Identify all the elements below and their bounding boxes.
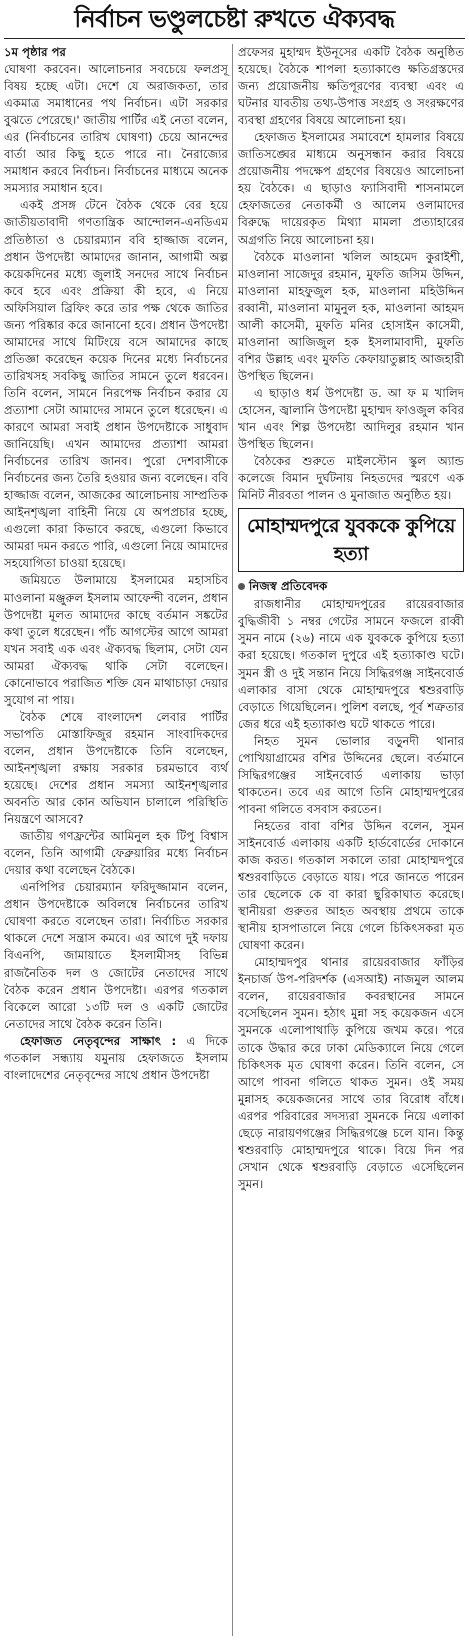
main-headline: নির্বাচন ভণ্ডুলচেষ্টা রুখতে ঐক্যবদ্ধ: [74, 5, 395, 33]
paragraph: এনপিপির চেয়ারম্যান ফরিদুজ্জামান বলেন, প্রধান উপদেষ্টাকে অবিলম্বে নির্বাচনের তারিখ ঘোষণা করতে বলেছেন তারা। নির্বাচিত সরকার থাকলে দেশে সন্ত্রাস কমবে। এর আগে দুই দফায় বিএনপি, জামায়াতে ইসলামীসহ বিভিন্ন রাজনৈতিক দল ও জোটের নেতাদের সাথে বৈঠক করেন প্রধান উপদেষ্টা। এরপর গতকাল বিকেলে আরো ১৩টি দল ও একটি জোটের নেতাদের সাথে বৈঠক করেন তিনি।: [4, 880, 228, 1031]
left-column: [4, 44, 228, 1084]
paragraph: বৈঠকে মাওলানা খলিল আহমেদ কুরাইশী, মাওলানা সাজেদুর রহমান, মুফতি জসিম উদ্দিন, মাওলানা মাহফুজুল হক, মাওলানা মহিউদ্দিন রব্বানী, মাওলানা মামুনুল হক, মাওলানা আহমদ আলী কাসেমী, মুফতি মনির হোসাইন কাসেমী, মাওলানা আজিজুল হক ইসলামাবাদী, মুফতি বশির উল্লাহ এবং মুফতি কেফায়াতুল্লাহ আজহারী উপস্থিত ছিলেন।: [238, 249, 464, 383]
paragraph: এ ছাড়াও ধর্ম উপদেষ্টা ড. আ ফ ম খালিদ হোসেন, জ্বালানি উপদেষ্টা মুহাম্মদ ফাওজুল কবির খান এবং শিল্প উপদেষ্টা আদিলুর রহমান খান উপস্থিত ছিলেন।: [238, 385, 464, 452]
subheading: হেফাজত নেতৃবৃন্দের সাক্ষাৎ :: [20, 1033, 177, 1048]
paragraph: বৈঠক শেষে বাংলাদেশ লেবার পার্টির সভাপতি মোস্তাফিজুর রহমান সাংবাদিকদের বলেন, প্রধান উপদেষ্টাকে তিনি বলেছেন, আইনশৃঙ্খলা রক্ষায় সরকার চরমভাবে ব্যর্থ হয়েছে। দেশের প্রধান সমস্যা আইনশৃঙ্খলার অবনতি আর কোন অভিযান চালালে পরিস্থিতি নিয়ন্ত্রণে আসবে?: [4, 709, 228, 827]
byline-text: নিজস্ব প্রতিবেদক: [249, 579, 328, 594]
column-divider: [232, 44, 233, 1636]
paragraph: জমিয়তে উলামায়ে ইসলামের মহাসচিব মাওলানা মঞ্জুরুল ইসলাম আফেন্দী বলেন, প্রধান উপদেষ্টা মূলত আমাদের কাছে বর্তমান সঙ্কটের কথা তুলে ধরেছেন। পাঁচ আগস্টের আগে আমরা যখন সবাই এক এবং ঐক্যবদ্ধ ছিলাম, সেটা যেন আমরা ঐক্যবদ্ধ থাকি সেটা বলেছেন। কোনোভাবে পরাজিত শক্তি যেন মাথাচাড়া দেয়ার সুযোগ না পায়।: [4, 573, 228, 707]
paragraph: মোহাম্মদপুর থানার রায়েরবাজার ফাঁড়ির ইনচার্জ উপ-পরিদর্শক (এসআই) নাজমুল আলম বলেন, রায়েরবাজার কবরস্থানের সামনে বসেছিলেন সুমন। হঠাৎ মুন্না সহ কয়েকজন এসে সুমনকে এলোপাথাড়ি কুপিয়ে জখম করে। পরে তাকে উদ্ধার করে ঢাকা মেডিক্যালে নিয়ে গেলে চিকিৎসক মৃত ঘোষণা করেন। তিনি বলেন, সে আগে পাবনা গলিতে থাকত সুমন। ওই সময় মুন্নাসহ কয়েকজনের সাথে তার বিরোধ বাঁধে। এরপর পরিবারের সদস্যরা সুমনকে নিয়ে এলাকা ছেড়ে নারায়ণগঞ্জের সিদ্ধিরগঞ্জে চলে যান। কিন্তু শ্বশুরবাড়ি মোহাম্মদপুরে থাকে। বিয়ে দিন পর সেখান থেকে শ্বশুরবাড়ি বেড়াতে এসেছিলেন সুমন।: [238, 955, 464, 1191]
right-column: [238, 44, 464, 1193]
paragraph: [4, 1033, 228, 1084]
paragraph: একই প্রসঙ্গ টেনে বৈঠক থেকে বের হয়ে জাতীয়তাবাদী গণতান্ত্রিক আন্দোলন-এনডিএম প্রতিষ্ঠাতা ও চেয়ারম্যান ববি হাজ্জাজ বলেন, প্রধান উপদেষ্টা আমাদের জানান, আগামী অল্প কয়েকদিনের মধ্যে জুলাই সনদের সাথে নির্বাচন কবে হবে এবং প্রক্রিয়া কী হবে, এ নিয়ে অফিসিয়াল ব্রিফিং করে তার পক্ষ থেকে জাতির জন্য পরিষ্কার করে জানানো হবে। প্রধান উপদেষ্টা আমাদের সাথে মিটিংয়ে বসে আমাদের কাছে প্রতিজ্ঞা করেছেন কয়েক দিনের মধ্যে নির্বাচনের তারিখসহ সবকিছু জাতির সামনে তুলে ধরবেন। তিনি বলেন, সামনে নিরপেক্ষ নির্বাচন করার যে প্রত্যাশা সেটা আমাদের সামনে তুলে ধরেছেন। এ কারণে আমরা সবাই প্রধান উপদেষ্টাকে সাধুবাদ জানিয়েছি। এখন আমাদের প্রত্যাশা আমরা নির্বাচনের তারিখ জানব। পুরো দেশবাসীকে নির্বাচনের জন্য তৈরি হওয়ার জন্য বলেছেন। ববি হাজ্জাজ বলেন, আজকের আলোচনায় সাম্প্রতিক আইনশৃঙ্খলা বাহিনী নিয়ে যে অপপ্রচার হচ্ছে, এগুলো কারা কিভাবে করছে, এগুলো কিভাবে আমরা দমন করতে পারি, এগুলো নিয়ে আমাদের সহযোগিতা চাওয়া হয়েছে।: [4, 198, 228, 571]
paragraph: প্রফেসর মুহাম্মদ ইউনূসের একটি বৈঠক অনুষ্ঠিত হয়েছে। বৈঠকে শাপলা হত্যাকাণ্ডে ক্ষতিগ্রস্তদের জন্য প্রয়োজনীয় ক্ষতিপূরণের ব্যবস্থা এবং এ ঘটনার যাবতীয় তথ্য-উপাত্ত সংগ্রহ ও সংরক্ষণের ব্যবস্থা গ্রহণের বিষয়ে আলোচনা হয়।: [238, 45, 464, 128]
paragraph: ঘোষণা করবেন। আলোচনার সবচেয়ে ফলপ্রসূ বিষয় হচ্ছে এটা। দেশে যে অরাজকতা, তার একমাত্র সমাধানের পথ নির্বাচন। এটা সরকার বুঝতে পেরেছে।' জাতীয় পার্টির এই নেতা বলেন, এর (নির্বাচনের তারিখ ঘোষণা) চেয়ে আনন্দের বার্তা আর কিছু হতে পারে না। নৈরাজ্যের সমাধান করবে নির্বাচন। নির্বাচনের মাধ্যমে অনেক সমস্যার সমাধান হবে।: [4, 62, 228, 196]
paragraph: রাজধানীর মোহাম্মদপুরের রায়েরবাজার বুদ্ধিজীবী ১ নম্বর গেটের সামনে ফজলে রাব্বী সুমন নামে (২৬) নামে এক যুবককে কুপিয়ে হত্যা করা হয়েছে। গতকাল দুপুরে এই হত্যাকাণ্ড ঘটে। সুমন স্ত্রী ও দুই সন্তান নিয়ে সিদ্ধিরগঞ্জ সাইনবোর্ড এলাকার বাসা থেকে মোহাম্মদপুরে শ্বশুরবাড়ি বেড়াতে গিয়েছিলেন। পুলিশ বলছে, পূর্ব শত্রুতার জের ধরে এই হত্যাকাণ্ড ঘটে থাকতে পারে।: [238, 597, 464, 731]
paragraph: বৈঠকের শুরুতে মাইলস্টোন স্কুল অ্যান্ড কলেজে বিমান দুর্ঘটনায় নিহতদের স্মরণে এক মিনিট নীরবতা পালন ও মুনাজাত অনুষ্ঠিত হয়।: [238, 454, 464, 503]
paragraph-text: এ দিকে গতকাল সন্ধ্যায় যমুনায় হেফাজতে ইসলাম বাংলাদেশের নেতৃবৃন্দের সাথে প্রধান উপদেষ্টা: [4, 1033, 228, 1082]
paragraph: হেফাজত ইসলামের সমাবেশে হামলার বিষয়ে জাতিসঙ্ঘের মাধ্যমে অনুসন্ধান করার বিষয়ে প্রয়োজনীয় পদক্ষেপ গ্রহণের বিষয়েও আলোচনা হয় বৈঠকে। এ ছাড়াও ফ্যাসিবাদী শাসনামলে হেফাজতের নেতাকর্মী ও আলেম ওলামাদের বিরুদ্ধে দায়েরকৃত মিথ্যা মামলা প্রত্যাহারের অগ্রগতি নিয়ে আলোচনা হয়।: [238, 130, 464, 247]
byline: [238, 578, 464, 595]
paragraph: নিহত সুমন ভোলার বড়ুনদী থানার পোখিয়াগ্রামের বশির উদ্দিনের ছেলে। বর্তমানে সিদ্ধিরগঞ্জের সাইনবোর্ড এলাকায় ভাড়া থাকতেন। তবে এর আগে তিনি মোহাম্মদপুরের পাবনা গলিতে বসবাস করতেন।: [238, 733, 464, 816]
story2-headline: মোহাম্মদপুরে যুবককে কুপিয়ে হত্যা: [238, 508, 464, 572]
paragraph: জাতীয় গণফ্রন্টের আমিনুল হক টিপু বিশ্বাস বলেন, তিনি আগামী ফেব্রুয়ারির মধ্যে নির্বাচন দেয়ার কথা বলেছেন বৈঠকে।: [4, 829, 228, 878]
paragraph: নিহতের বাবা বশির উদ্দিন বলেন, সুমন সাইনবোর্ড এলাকায় একটি হার্ডবোর্ডের দোকানে কাজ করত। গতকাল সকালে তারা মোহাম্মদপুরে শ্বশুরবাড়িতে বেড়াতে যায়। পরে জানতে পারেন তার ছেলেকে কে বা কারা ছুরিকাঘাত করেছে। স্থানীয়রা গুরুতর আহত অবস্থায় প্রথমে তাকে স্থানীয় হাসপাতালে নিয়ে গেলে চিকিৎসকরা মৃত ঘোষণা করেন।: [238, 818, 464, 953]
continuation-note: ১ম পৃষ্ঠার পর: [4, 45, 66, 59]
bullet-icon: [238, 583, 245, 590]
headline-rule: [4, 38, 465, 39]
